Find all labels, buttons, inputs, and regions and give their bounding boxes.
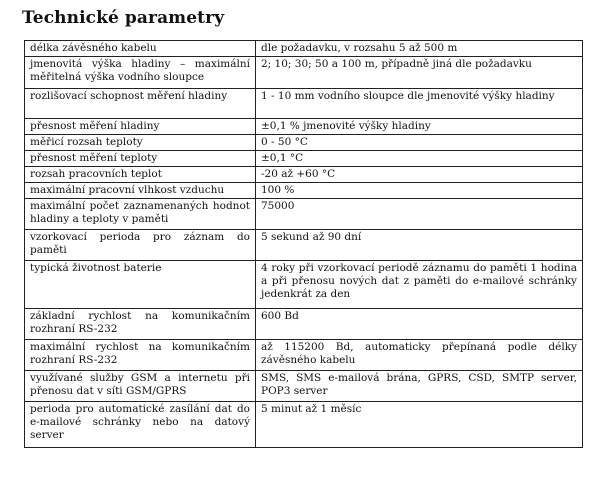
table-row bbox=[25, 340, 583, 371]
table-row bbox=[25, 151, 583, 167]
table-row bbox=[25, 230, 583, 261]
value-cell: až 115200 Bd, automaticky přepínaná podle délky závěsného kabelu bbox=[256, 340, 583, 371]
value-cell: 1 - 10 mm vodního sloupce dle jmenovité výšky hladiny bbox=[256, 89, 583, 119]
table-row bbox=[25, 402, 583, 448]
parameter-cell: využívané služby GSM a internetu při přenosu dat v síti GSM/GPRS bbox=[25, 371, 256, 402]
value-cell: -20 až +60 °C bbox=[256, 167, 583, 183]
value-cell: 4 roky při vzorkovací periodě záznamu do paměti 1 hodina a při přenosu nových dat z paměti do e-mailové schránky jedenkrát za den bbox=[256, 261, 583, 309]
value-cell: 0 - 50 °C bbox=[256, 135, 583, 151]
parameter-cell: jmenovitá výška hladiny – maximální měřitelná výška vodního sloupce bbox=[25, 57, 256, 89]
parameter-cell: přesnost měření hladiny bbox=[25, 119, 256, 135]
value-cell: 5 sekund až 90 dní bbox=[256, 230, 583, 261]
parameter-cell: vzorkovací perioda pro záznam do paměti bbox=[25, 230, 256, 261]
page-title: Technické parametry bbox=[22, 8, 225, 28]
value-cell: ±0,1 °C bbox=[256, 151, 583, 167]
parameter-cell: přesnost měření teploty bbox=[25, 151, 256, 167]
table-row bbox=[25, 371, 583, 402]
table-row bbox=[25, 41, 583, 57]
table-row bbox=[25, 183, 583, 199]
value-cell: 5 minut až 1 měsíc bbox=[256, 402, 583, 448]
parameter-cell: perioda pro automatické zasílání dat do e-mailové schránky nebo na datový server bbox=[25, 402, 256, 448]
table-row bbox=[25, 261, 583, 309]
parameter-cell: maximální rychlost na komunikačním rozhraní RS-232 bbox=[25, 340, 256, 371]
table-row bbox=[25, 89, 583, 119]
table-row bbox=[25, 119, 583, 135]
table-row bbox=[25, 309, 583, 340]
parameter-cell: měřicí rozsah teploty bbox=[25, 135, 256, 151]
parameters-table bbox=[24, 40, 583, 448]
value-cell: ±0,1 % jmenovité výšky hladiny bbox=[256, 119, 583, 135]
parameter-cell: délka závěsného kabelu bbox=[25, 41, 256, 57]
table-row bbox=[25, 167, 583, 183]
value-cell: 600 Bd bbox=[256, 309, 583, 340]
parameter-cell: základní rychlost na komunikačním rozhraní RS-232 bbox=[25, 309, 256, 340]
value-cell: 75000 bbox=[256, 199, 583, 230]
parameter-cell: rozsah pracovních teplot bbox=[25, 167, 256, 183]
parameter-cell: maximální pracovní vlhkost vzduchu bbox=[25, 183, 256, 199]
value-cell: SMS, SMS e-mailová brána, GPRS, CSD, SMTP server, POP3 server bbox=[256, 371, 583, 402]
parameter-cell: maximální počet zaznamenaných hodnot hladiny a teploty v paměti bbox=[25, 199, 256, 230]
table-row bbox=[25, 199, 583, 230]
value-cell: 2; 10; 30; 50 a 100 m, případně jiná dle požadavku bbox=[256, 57, 583, 89]
value-cell: dle požadavku, v rozsahu 5 až 500 m bbox=[256, 41, 583, 57]
table-row bbox=[25, 57, 583, 89]
value-cell: 100 % bbox=[256, 183, 583, 199]
parameter-cell: rozlišovací schopnost měření hladiny bbox=[25, 89, 256, 119]
parameter-cell: typická životnost baterie bbox=[25, 261, 256, 309]
table-row bbox=[25, 135, 583, 151]
